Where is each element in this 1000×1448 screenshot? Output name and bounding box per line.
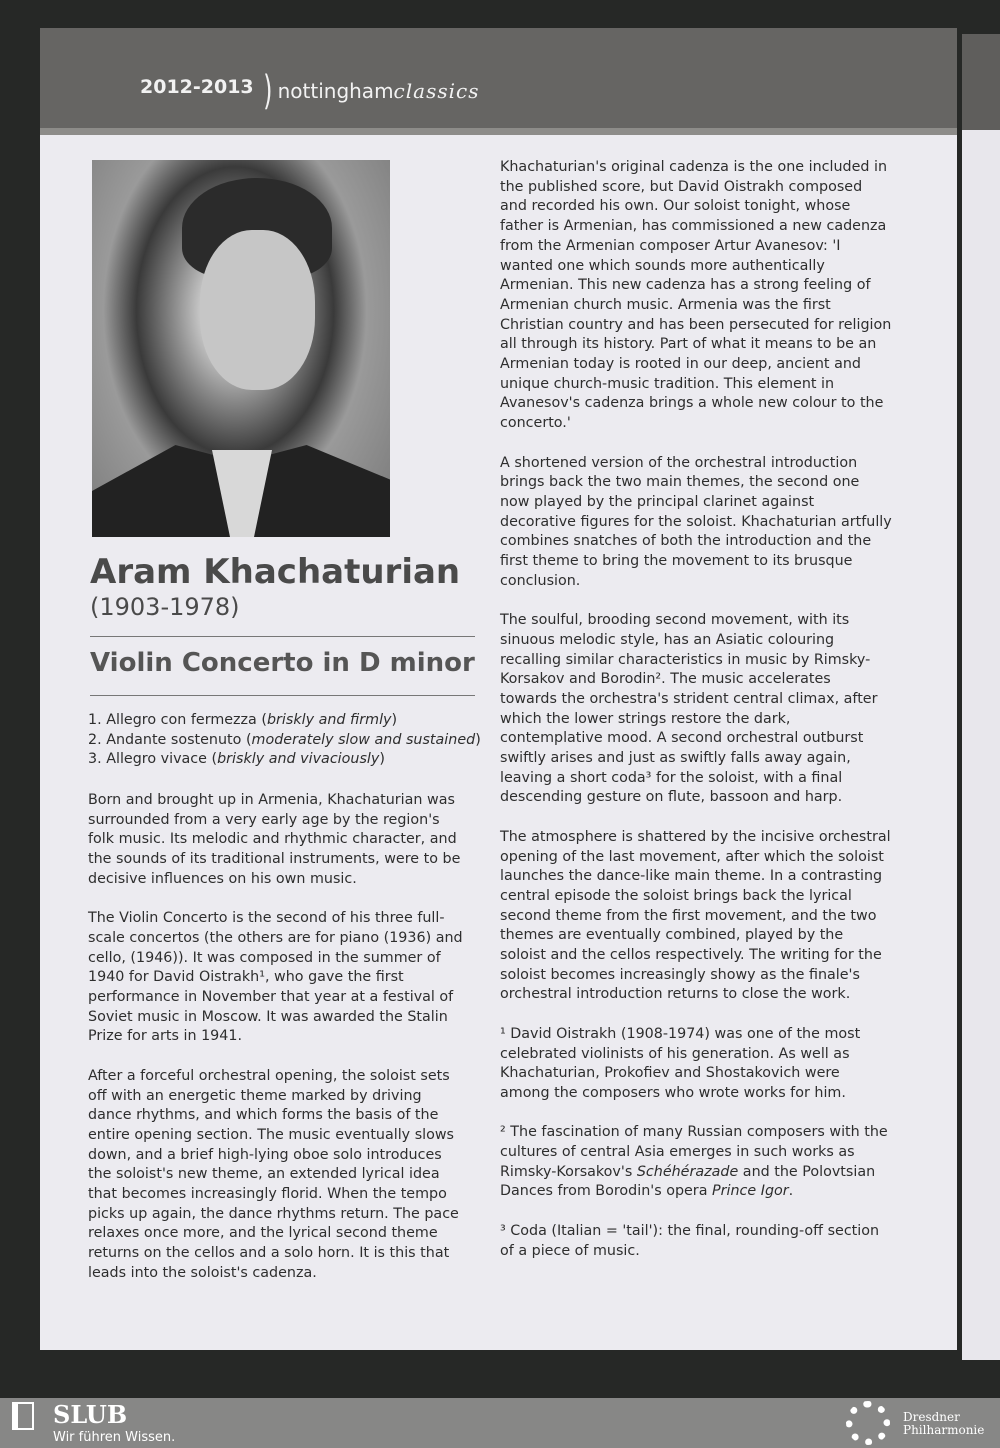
work-title: Violin Concerto in D minor	[90, 648, 475, 678]
paragraph: Born and brought up in Armenia, Khachaturian was surrounded from a very early age by the region's folk music. Its melodic and rhythmic character, and the sounds of its traditional instruments, were to be decisive influences on his own music.	[88, 792, 461, 887]
paragraph: Khachaturian's original cadenza is the one included in the published score, but David Oistrakh composed and recorded his own. Our soloist tonight, whose father is Armenian, has commissioned a new cadenza from the Armenian composer Artur Avanesov: 'I wanted one which sounds more authentically Armenian. This new cadenza has a strong feeling of Armenian church music. Armenia was the first Christian country and has been persecuted for religion all through its history. Part of what it means to be an Armenian today is rooted in our deep, ancient and unique church-music tradition. This element in Avanesov's cadenza brings a whole new colour to the concerto.'	[500, 159, 892, 432]
dresdner-philharmonie-logo[interactable]: Dresdner Philharmonie	[903, 1410, 985, 1437]
header-strip	[40, 128, 957, 135]
composer-name: Aram Khachaturian	[90, 552, 461, 592]
divider	[90, 636, 475, 637]
movement-item: 1. Allegro con fermezza (briskly and firmly)	[88, 712, 398, 728]
divider	[90, 695, 475, 696]
paragraph: The Violin Concerto is the second of his three full-scale concertos (the others are for piano (1936) and cello, (1946)). It was composed in the summer of 1940 for David Oistrakh¹, who gave the first performance in November that year at a festival of Soviet music in Moscow. It was awarded the Stalin Prize for arts in 1941.	[88, 910, 463, 1045]
book-icon	[12, 1402, 34, 1430]
composer-portrait	[92, 160, 390, 537]
programme-page	[40, 28, 957, 1350]
paragraph: The atmosphere is shattered by the incisive orchestral opening of the last movement, after which the soloist launches the dance-like main theme. In a contrasting central episode the soloist brings back the lyrical second theme from the first movement, and the two themes are eventually combined, played by the soloist and the cellos respectively. The writing for the soloist becomes increasingly showy as the finale's orchestral introduction returns to close the work.	[500, 828, 891, 1003]
slub-logo[interactable]: SLUB	[53, 1400, 128, 1429]
footnote-1: ¹ David Oistrakh (1908-1974) was one of the most celebrated violinists of his generation. As well as Khachaturian, Prokofiev and Shostakovich were among the composers who wrote works for him.	[500, 1025, 861, 1101]
swoosh-icon: )	[263, 68, 273, 114]
season-label: 2012-2013	[140, 76, 254, 98]
page-header	[40, 28, 957, 128]
right-column-text	[500, 158, 892, 1281]
movement-list	[88, 711, 481, 770]
composer-dates: (1903-1978)	[90, 593, 240, 621]
slub-tagline: Wir führen Wissen.	[53, 1430, 176, 1445]
left-column-text	[88, 791, 468, 1303]
movement-item: 2. Andante sostenuto (moderately slow and sustained)	[88, 731, 481, 748]
movement-item: 3. Allegro vivace (briskly and vivaciously)	[88, 751, 385, 768]
sun-ring-icon	[846, 1401, 890, 1445]
nottingham-classics-logo: ) nottingham classics	[263, 68, 480, 114]
paragraph: The soulful, brooding second movement, with its sinuous melodic style, has an Asiatic colouring recalling similar characteristics in music by Rimsky-Korsakov and Borodin². The music accelerates towards the orchestra's strident central climax, after which the lower strings restore the dark, contemplative mood. A second orchestral outburst swiftly arises and just as swiftly falls away again, leaving a short coda³ for the soloist, with a final descending gesture on flute, bassoon and harp.	[500, 612, 878, 806]
footnote-3: ³ Coda (Italian = 'tail'): the final, rounding-off section of a piece of music.	[500, 1222, 880, 1259]
footer-bar	[0, 1398, 1000, 1448]
footnote-2: ² The fascination of many Russian composers with the cultures of central Asia emerges in such works as Rimsky-Korsakov's Schéhérazade and the Polovtsian Dances from Borodin's opera Prince Igor.	[500, 1124, 888, 1200]
paragraph: A shortened version of the orchestral introduction brings back the two main themes, the second one now played by the principal clarinet against decorative figures for the soloist. Khachaturian artfully combines snatches of both the introduction and the first theme to bring the movement to its brusque conclusion.	[500, 454, 892, 589]
paragraph: After a forceful orchestral opening, the soloist sets off with an energetic theme marked by driving dance rhythms, and which forms the basis of the entire opening section. The music eventually slows down, and a brief high-lying oboe solo introduces the soloist's new theme, an extended lyrical idea that becomes increasingly florid. When the tempo picks up again, the dance rhythms return. The pace relaxes once more, and the lyrical second theme returns on the cellos and a solo horn. It is this that leads into the soloist's cadenza.	[88, 1067, 459, 1281]
facing-page-edge	[962, 34, 1000, 1360]
